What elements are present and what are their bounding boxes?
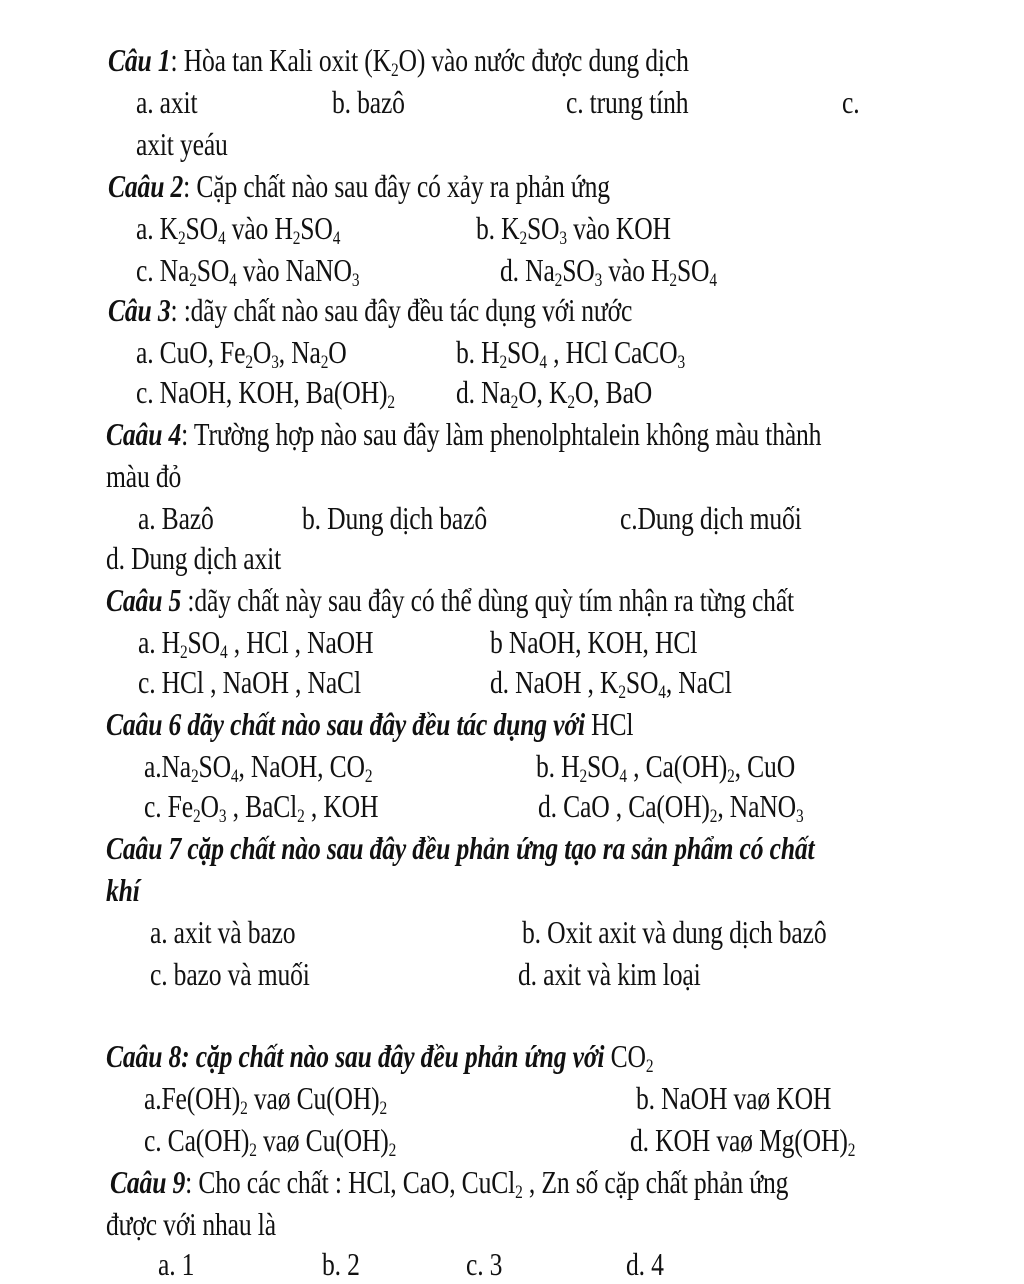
q4-option-c[interactable]: c.Dung dịch muối [620,500,802,536]
q4-option-d[interactable]: d. Dung dịch axit [106,540,282,576]
q4-stem-cont: màu đỏ [106,458,182,494]
q7-option-a[interactable]: a. axit và bazo [150,914,296,950]
q8-option-c[interactable]: c. $Ca(OH)_2$ vaø $Cu(OH)_2$ [144,1122,397,1161]
q7-option-c[interactable]: c. bazo và muối [150,956,310,992]
q1-option-b[interactable]: b. bazô [332,84,405,120]
q9-label: Caâu 9 [110,1164,186,1200]
q3-option-a[interactable]: a. CuO, $Fe_2O_3$, $Na_2O$ [136,334,347,373]
q8-label: Caâu 8: cặp chất nào sau đây đều phản ứng với [106,1038,605,1074]
q5-option-d[interactable]: d. NaOH , $K_2SO_4$, NaCl [490,664,732,703]
q6-option-a[interactable]: $a.Na_2SO_4$, NaOH, $CO_2$ [144,748,373,787]
q5-option-b[interactable]: b NaOH, KOH, HCl [490,624,698,660]
q2-label: Caâu 2 [108,168,184,204]
q5-option-c[interactable]: c. HCl , NaOH , NaCl [138,664,361,700]
q1-label: Câu 1 [108,42,171,78]
q8-stem: Caâu 8: cặp chất nào sau đây đều phản ứng với $CO_2$ [106,1038,654,1077]
q3-option-c[interactable]: c. NaOH, KOH, $Ba(OH)_2$ [136,374,395,413]
q1-stem: Câu 1: Hòa tan Kali oxit $(K_2O)$ vào nước được dung dịch [108,42,689,81]
q1-option-c[interactable]: c. trung tính [566,84,689,120]
q1-option-d-cont: axit yeáu [136,126,228,162]
q7-stem: Caâu 7 cặp chất nào sau đây đều phản ứng tạo ra sản phẩm có chất [106,830,815,866]
q7-option-b[interactable]: b. Oxit axit và dung dịch bazô [522,914,827,950]
q2-option-c[interactable]: c. $Na_2SO_4$ vào NaNO$_3$ [136,252,360,291]
q1-option-a[interactable]: a. axit [136,84,198,120]
q4-option-a[interactable]: a. Bazô [138,500,214,536]
q9-option-c[interactable]: c. 3 [466,1246,503,1282]
q9-option-b[interactable]: b. 2 [322,1246,360,1282]
q2-option-a[interactable]: a. $K_2SO_4$ vào $H_2SO_4$ [136,210,341,249]
q3-label: Câu 3 [108,292,171,328]
q8-option-a[interactable]: $a.Fe(OH)_2$ vaø $Cu(OH)_2$ [144,1080,388,1119]
q2-option-b[interactable]: b. $K_2SO_3$ vào KOH [476,210,671,249]
q2-option-d[interactable]: d. $Na_2SO_3$ vào $H_2SO_4$ [500,252,717,291]
q8-option-b[interactable]: b. NaOH vaø KOH [636,1080,832,1116]
q4-stem: Caâu 4: Trường hợp nào sau đây làm phenolphtalein không màu thành [106,416,822,452]
q5-label: Caâu 5 [106,582,182,618]
q4-option-b[interactable]: b. Dung dịch bazô [302,500,487,536]
q9-stem: Caâu 9: Cho các chất : HCl, CaO, CuCl$_2$ , Zn số cặp chất phản ứng [110,1164,789,1203]
q8-option-d[interactable]: d. KOH vaø $Mg(OH)_2$ [630,1122,856,1161]
q6-option-d[interactable]: d. CaO , $Ca(OH)_2$, NaNO$_3$ [538,788,804,827]
q6-label: Caâu 6 dãy chất nào sau đây đều tác dụng với [106,706,585,742]
q3-option-b[interactable]: b. $H_2SO_4$ , HCl CaCO$_3$ [456,334,685,373]
q3-option-d[interactable]: d. $Na_2O$, $K_2O$, BaO [456,374,653,413]
q5-stem: Caâu 5 :dãy chất này sau đây có thể dùng quỳ tím nhận ra từng chất [106,582,794,618]
q9-stem-cont: được với nhau là [106,1206,276,1242]
q6-option-b[interactable]: b. $H_2SO_4$ , $Ca(OH)_2$, CuO [536,748,796,787]
q7-stem-cont: khí [106,872,140,908]
q3-stem: Câu 3: :dãy chất nào sau đây đều tác dụng với nước [108,292,633,328]
q6-stem: Caâu 6 dãy chất nào sau đây đều tác dụng với HCl [106,706,634,742]
q9-option-a[interactable]: a. 1 [158,1246,195,1282]
q9-option-d[interactable]: d. 4 [626,1246,664,1282]
q5-option-a[interactable]: a. $H_2SO_4$ , HCl , NaOH [138,624,374,663]
q4-label: Caâu 4 [106,416,182,452]
q2-stem: Caâu 2: Cặp chất nào sau đây có xảy ra phản ứng [108,168,610,204]
q1-option-d[interactable]: c. [842,84,860,120]
q6-option-c[interactable]: c. $Fe_2O_3$ , BaCl$_2$ , KOH [144,788,379,827]
q7-option-d[interactable]: d. axit và kim loại [518,956,701,992]
